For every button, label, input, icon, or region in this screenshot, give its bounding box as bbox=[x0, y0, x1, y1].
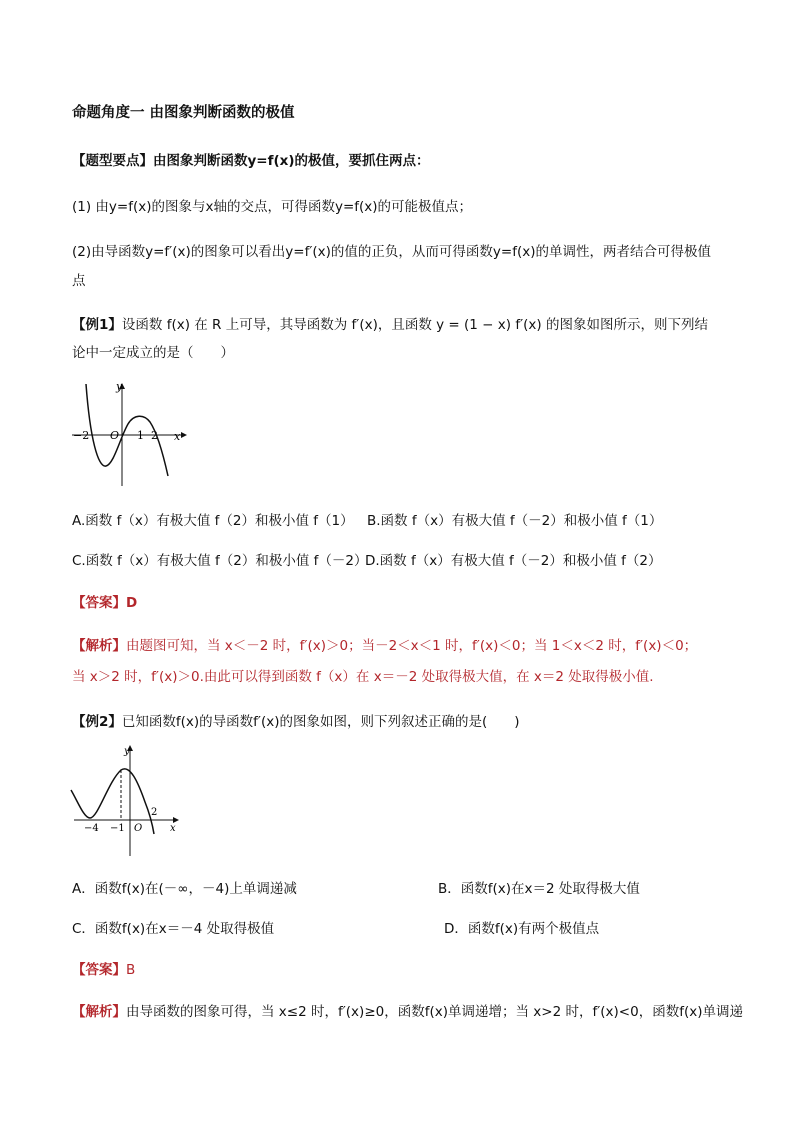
tick-1: 1 bbox=[137, 429, 144, 442]
example1-option-b: B.函数 f（x）有极大值 f（－2）和极小值 f（1） bbox=[367, 513, 663, 529]
point-2-cont: 点 bbox=[72, 273, 86, 289]
example1-analysis-tag: 【解析】 bbox=[72, 638, 126, 654]
example1-answer-value: D bbox=[126, 595, 138, 611]
origin-label: O bbox=[134, 823, 143, 834]
tip-tag: 【题型要点】 bbox=[72, 153, 153, 169]
example2-option-a: A．函数f(x)在(－∞，－4)上单调递减 bbox=[72, 881, 297, 897]
example2-analysis-tag: 【解析】 bbox=[72, 1004, 126, 1020]
example1-analysis-text1: 由题图可知，当 x＜－2 时，f′(x)＞0；当－2＜x＜1 时，f′(x)＜0；当 1＜x＜2 时，f′(x)＜0； bbox=[126, 638, 698, 654]
example2-option-d: D．函数f(x)有两个极值点 bbox=[444, 921, 600, 937]
tick-neg1: −1 bbox=[110, 823, 125, 834]
example2-answer-value: B bbox=[126, 962, 136, 978]
example2-answer bbox=[72, 961, 135, 979]
example1-option-d: D.函数 f（x）有极大值 f（－2）和极小值 f（2） bbox=[365, 553, 662, 569]
example2-tag: 【例2】 bbox=[72, 714, 122, 730]
example1-option-a: A.函数 f（x）有极大值 f（2）和极小值 f（1） bbox=[72, 513, 354, 529]
example2-analysis-line1 bbox=[72, 1003, 743, 1021]
example2-option-b: B．函数f(x)在x＝2 处取得极大值 bbox=[438, 881, 640, 897]
example1-question-line2: 论中一定成立的是（ ） bbox=[72, 345, 234, 361]
example1-option-c: C.函数 f（x）有极大值 f（2）和极小值 f（－2） bbox=[72, 553, 368, 569]
x-label: x bbox=[174, 430, 181, 443]
y-label: y bbox=[116, 380, 123, 393]
tick-2: 2 bbox=[151, 429, 158, 442]
origin-label: O bbox=[110, 429, 120, 442]
example1-tag: 【例1】 bbox=[72, 317, 122, 333]
example2-analysis-text1: 由导函数的图象可得，当 x≤2 时，f′(x)≥0，函数f(x)单调递增；当 x>2 时，f′(x)<0，函数f(x)单调递 bbox=[126, 1004, 743, 1020]
example1-analysis-line1 bbox=[72, 637, 697, 655]
example2-graph bbox=[68, 742, 188, 860]
tick-neg4: −4 bbox=[84, 823, 99, 834]
example2-question bbox=[72, 713, 520, 731]
tick-neg2: −2 bbox=[73, 429, 90, 442]
tip-paragraph bbox=[72, 152, 430, 170]
example1-analysis-line2: 当 x＞2 时，f′(x)＞0.由此可以得到函数 f（x）在 x＝－2 处取得极大值，在 x＝2 处取得极小值. bbox=[72, 669, 654, 685]
tip-text: 由图象判断函数y=f(x)的极值，要抓住两点： bbox=[153, 153, 430, 169]
point-2: (2)由导函数y=f′(x)的图象可以看出y=f′(x)的值的正负，从而可得函数y=f(x)的单调性，两者结合可得极值 bbox=[72, 244, 711, 260]
example2-option-c: C．函数f(x)在x＝－4 处取得极值 bbox=[72, 921, 275, 937]
tick-2: 2 bbox=[151, 807, 158, 818]
example1-question-line1 bbox=[72, 316, 708, 334]
example1-answer bbox=[72, 594, 137, 612]
example1-answer-tag: 【答案】 bbox=[72, 595, 126, 611]
y-label: y bbox=[124, 746, 130, 757]
x-label: x bbox=[170, 823, 176, 834]
example1-question-text: 设函数 f(x) 在 R 上可导，其导函数为 f′(x)，且函数 y = (1 − x) f′(x) 的图象如图所示，则下列结 bbox=[121, 317, 708, 333]
example1-graph bbox=[70, 378, 195, 490]
example2-question-text: 已知函数f(x)的导函数f′(x)的图象如图，则下列叙述正确的是( ) bbox=[121, 714, 520, 730]
section-title: 命题角度一 由图象判断函数的极值 bbox=[72, 105, 295, 121]
point-1: (1) 由y=f(x)的图象与x轴的交点，可得函数y=f(x)的可能极值点； bbox=[72, 199, 473, 215]
example2-answer-tag: 【答案】 bbox=[72, 962, 126, 978]
